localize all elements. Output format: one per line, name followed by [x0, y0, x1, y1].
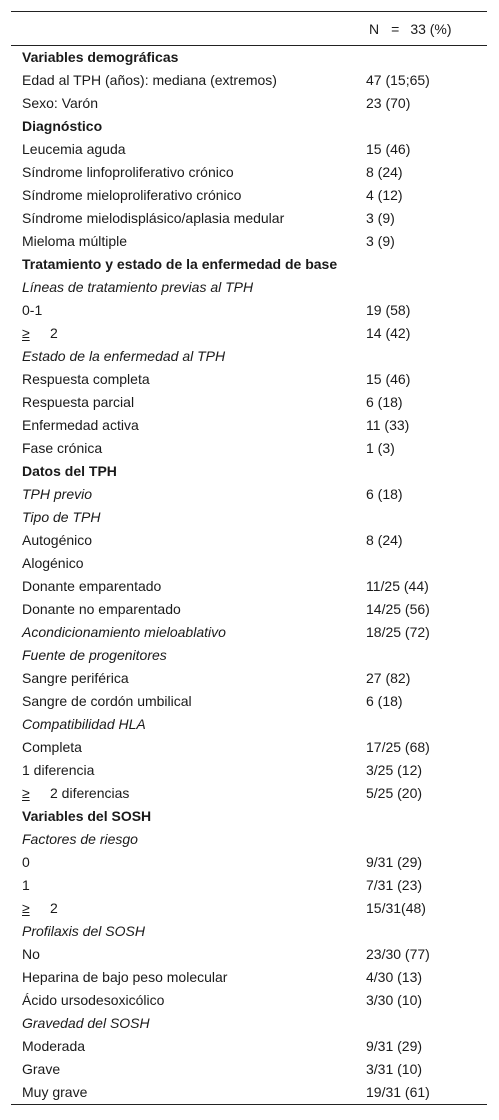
row-label-cell: [11, 897, 366, 920]
row-label-cell: [11, 69, 366, 92]
table-row: [11, 851, 487, 874]
row-value-cell: [366, 851, 487, 874]
table-row: [11, 529, 487, 552]
subsection-header-row: [11, 621, 487, 644]
row-label: Ácido ursodesoxicólico: [22, 992, 165, 1008]
row-label-cell: [11, 437, 366, 460]
subsection-header-row: [11, 345, 487, 368]
row-label-cell: [11, 989, 366, 1012]
row-value-cell: [366, 966, 487, 989]
row-value: 15 (46): [366, 371, 411, 387]
subsection-header-row: [11, 483, 487, 506]
row-value-cell: [366, 115, 487, 138]
row-label: Acondicionamiento mieloablativo: [22, 624, 226, 640]
row-value: 8 (24): [366, 164, 403, 180]
section-header-row: [11, 115, 487, 138]
row-value: 9/31 (29): [366, 1038, 423, 1054]
row-label: Profilaxis del SOSH: [22, 923, 145, 939]
table-row: [11, 690, 487, 713]
row-value-cell: [366, 805, 487, 828]
row-label: Tipo de TPH: [22, 509, 101, 525]
row-label: Síndrome mielodisplásico/aplasia medular: [22, 210, 285, 226]
row-value: 4 (12): [366, 187, 403, 203]
header-n-label: N: [369, 20, 380, 37]
table-row: [11, 943, 487, 966]
row-label: Tratamiento y estado de la enfermedad de base: [22, 256, 338, 272]
row-value-cell: [366, 253, 487, 276]
row-label: Fuente de progenitores: [22, 647, 167, 663]
table-row: [11, 966, 487, 989]
row-label-cell: [11, 759, 366, 782]
row-label-cell: [11, 115, 366, 138]
patient-characteristics-table-container: [11, 11, 487, 1105]
table-row: [11, 989, 487, 1012]
row-label: Muy grave: [22, 1084, 88, 1100]
greater-or-equal-symbol: ≥: [22, 325, 30, 341]
row-value: 27 (82): [366, 670, 411, 686]
row-value: 4/30 (13): [366, 969, 423, 985]
row-label-cell: [11, 184, 366, 207]
row-value-cell: [366, 483, 487, 506]
row-value-cell: [366, 713, 487, 736]
row-label: Sexo: Varón: [22, 95, 99, 111]
row-label-cell: [11, 782, 366, 805]
row-label-cell: [11, 966, 366, 989]
table-row: [11, 736, 487, 759]
row-value-cell: [366, 138, 487, 161]
header-row: [11, 12, 487, 46]
row-label-cell: [11, 851, 366, 874]
row-label: Mieloma múltiple: [22, 233, 128, 249]
row-label-cell: [11, 920, 366, 943]
row-label: 0: [22, 854, 30, 870]
row-label: 2 diferencias: [50, 785, 130, 801]
row-label: 1 diferencia: [22, 762, 95, 778]
table-row: [11, 138, 487, 161]
table-row: [11, 69, 487, 92]
row-label: Heparina de bajo peso molecular: [22, 969, 228, 985]
greater-or-equal-symbol: ≥: [22, 785, 30, 801]
row-label: 1: [22, 877, 30, 893]
row-value: 18/25 (72): [366, 624, 430, 640]
row-value: 23/30 (77): [366, 946, 430, 962]
row-label: Factores de riesgo: [22, 831, 138, 847]
row-label: 2: [50, 900, 58, 916]
patient-characteristics-table: [11, 11, 487, 1105]
row-label-cell: [11, 828, 366, 851]
row-label: Leucemia aguda: [22, 141, 126, 157]
row-value-cell: [366, 897, 487, 920]
row-label: Donante no emparentado: [22, 601, 181, 617]
row-value-cell: [366, 782, 487, 805]
row-value-cell: [366, 230, 487, 253]
row-label: TPH previo: [22, 486, 93, 502]
row-value-cell: [366, 667, 487, 690]
section-header-row: [11, 253, 487, 276]
row-value-cell: [366, 943, 487, 966]
row-value-cell: [366, 644, 487, 667]
row-value-cell: [366, 322, 487, 345]
section-header-row: [11, 46, 487, 70]
table-row: [11, 322, 487, 345]
row-label-cell: [11, 299, 366, 322]
row-value-cell: [366, 759, 487, 782]
subsection-header-row: [11, 506, 487, 529]
table-row: [11, 391, 487, 414]
row-value-cell: [366, 506, 487, 529]
row-value-cell: [366, 184, 487, 207]
row-value-cell: [366, 552, 487, 575]
row-value-cell: [366, 989, 487, 1012]
subsection-header-row: [11, 1012, 487, 1035]
header-label-cell: [11, 12, 366, 46]
row-value: 14 (42): [366, 325, 411, 341]
row-label-cell: [11, 391, 366, 414]
row-label-cell: [11, 1058, 366, 1081]
table-row: [11, 230, 487, 253]
table-row: [11, 368, 487, 391]
table-row: [11, 552, 487, 575]
row-value: 8 (24): [366, 532, 403, 548]
subsection-header-row: [11, 713, 487, 736]
row-label-cell: [11, 506, 366, 529]
row-label-cell: [11, 138, 366, 161]
section-header-row: [11, 805, 487, 828]
row-value: 6 (18): [366, 693, 403, 709]
row-value-cell: [366, 828, 487, 851]
table-row: [11, 207, 487, 230]
row-label: Estado de la enfermedad al TPH: [22, 348, 226, 364]
row-label: Fase crónica: [22, 440, 103, 456]
table-row: [11, 759, 487, 782]
row-label: Respuesta parcial: [22, 394, 135, 410]
table-row: [11, 414, 487, 437]
row-value: 15 (46): [366, 141, 411, 157]
greater-or-equal-symbol: ≥: [22, 900, 30, 916]
row-label-cell: [11, 345, 366, 368]
row-value-cell: [366, 92, 487, 115]
row-label-cell: [11, 161, 366, 184]
row-value: 19 (58): [366, 302, 411, 318]
header-value-cell: [366, 12, 487, 46]
row-label-cell: [11, 483, 366, 506]
row-label-cell: [11, 621, 366, 644]
row-label-cell: [11, 1012, 366, 1035]
row-value-cell: [366, 207, 487, 230]
row-value-cell: [366, 460, 487, 483]
table-body: [11, 46, 487, 1105]
row-label: 0-1: [22, 302, 43, 318]
row-value-cell: [366, 598, 487, 621]
row-label-cell: [11, 943, 366, 966]
table-row: [11, 874, 487, 897]
table-row: [11, 1035, 487, 1058]
row-value-cell: [366, 437, 487, 460]
row-value-cell: [366, 1058, 487, 1081]
row-label-cell: [11, 1081, 366, 1105]
row-label-cell: [11, 230, 366, 253]
row-value: 47 (15;65): [366, 72, 430, 88]
row-label: Datos del TPH: [22, 463, 117, 479]
row-label: Completa: [22, 739, 82, 755]
row-value-cell: [366, 621, 487, 644]
row-label: Respuesta completa: [22, 371, 150, 387]
row-value-cell: [366, 368, 487, 391]
row-label-cell: [11, 460, 366, 483]
row-value-cell: [366, 736, 487, 759]
table-row: [11, 1081, 487, 1105]
row-label: Sangre periférica: [22, 670, 129, 686]
row-value: 3 (9): [366, 233, 395, 249]
row-label-cell: [11, 368, 366, 391]
row-label-cell: [11, 1035, 366, 1058]
row-value: 3 (9): [366, 210, 395, 226]
row-value: 9/31 (29): [366, 854, 423, 870]
row-label-cell: [11, 253, 366, 276]
table-row: [11, 598, 487, 621]
row-label: No: [22, 946, 40, 962]
table-row: [11, 897, 487, 920]
row-value: 14/25 (56): [366, 601, 430, 617]
row-value: 7/31 (23): [366, 877, 423, 893]
row-label-cell: [11, 644, 366, 667]
row-value-cell: [366, 920, 487, 943]
table-row: [11, 667, 487, 690]
row-label: Síndrome mieloproliferativo crónico: [22, 187, 242, 203]
row-label-cell: [11, 207, 366, 230]
row-value: 17/25 (68): [366, 739, 430, 755]
row-value: 6 (18): [366, 394, 403, 410]
row-label: Gravedad del SOSH: [22, 1015, 150, 1031]
row-value: 3/25 (12): [366, 762, 423, 778]
row-value-cell: [366, 46, 487, 70]
row-value: 19/31 (61): [366, 1084, 430, 1100]
row-value: 6 (18): [366, 486, 403, 502]
row-value: 11/25 (44): [366, 578, 429, 594]
row-value: 23 (70): [366, 95, 411, 111]
row-value-cell: [366, 1012, 487, 1035]
row-value-cell: [366, 345, 487, 368]
row-label: Autogénico: [22, 532, 93, 548]
row-label: Variables del SOSH: [22, 808, 152, 824]
row-label-cell: [11, 667, 366, 690]
header-equals-sign: =: [391, 20, 400, 37]
header-count: 33 (%): [410, 20, 452, 37]
row-label-cell: [11, 276, 366, 299]
row-value: 3/31 (10): [366, 1061, 423, 1077]
row-label-cell: [11, 690, 366, 713]
table-row: [11, 575, 487, 598]
row-label-cell: [11, 598, 366, 621]
table-row: [11, 161, 487, 184]
row-value-cell: [366, 575, 487, 598]
row-label-cell: [11, 805, 366, 828]
row-value-cell: [366, 874, 487, 897]
row-value: 1 (3): [366, 440, 395, 456]
row-label-cell: [11, 552, 366, 575]
row-label: Líneas de tratamiento previas al TPH: [22, 279, 254, 295]
subsection-header-row: [11, 276, 487, 299]
row-value-cell: [366, 161, 487, 184]
row-label: 2: [50, 325, 58, 341]
row-value-cell: [366, 1081, 487, 1105]
table-header: [11, 12, 487, 46]
row-value: 3/30 (10): [366, 992, 423, 1008]
table-row: [11, 299, 487, 322]
row-label-cell: [11, 575, 366, 598]
subsection-header-row: [11, 828, 487, 851]
row-value-cell: [366, 414, 487, 437]
table-row: [11, 92, 487, 115]
row-value-cell: [366, 276, 487, 299]
row-label: Compatibilidad HLA: [22, 716, 146, 732]
row-label-cell: [11, 322, 366, 345]
table-row: [11, 184, 487, 207]
row-label-cell: [11, 713, 366, 736]
row-label-cell: [11, 46, 366, 70]
row-label: Donante emparentado: [22, 578, 162, 594]
row-label-cell: [11, 529, 366, 552]
row-label-cell: [11, 414, 366, 437]
row-label: Variables demográficas: [22, 49, 179, 65]
row-label: Síndrome linfoproliferativo crónico: [22, 164, 234, 180]
row-label-cell: [11, 736, 366, 759]
row-label: Edad al TPH (años): mediana (extremos): [22, 72, 277, 88]
row-label: Grave: [22, 1061, 61, 1077]
subsection-header-row: [11, 644, 487, 667]
row-label: Alogénico: [22, 555, 84, 571]
subsection-header-row: [11, 920, 487, 943]
row-label: Moderada: [22, 1038, 86, 1054]
row-value-cell: [366, 529, 487, 552]
row-label: Diagnóstico: [22, 118, 103, 134]
row-value-cell: [366, 69, 487, 92]
row-value-cell: [366, 690, 487, 713]
table-row: [11, 782, 487, 805]
row-value: 5/25 (20): [366, 785, 423, 801]
row-value: 15/31(48): [366, 900, 426, 916]
row-label-cell: [11, 92, 366, 115]
table-row: [11, 1058, 487, 1081]
row-value-cell: [366, 391, 487, 414]
row-label: Enfermedad activa: [22, 417, 139, 433]
section-header-row: [11, 460, 487, 483]
table-row: [11, 437, 487, 460]
row-value: 11 (33): [366, 417, 410, 433]
row-value-cell: [366, 299, 487, 322]
row-label: Sangre de cordón umbilical: [22, 693, 192, 709]
row-value-cell: [366, 1035, 487, 1058]
row-label-cell: [11, 874, 366, 897]
